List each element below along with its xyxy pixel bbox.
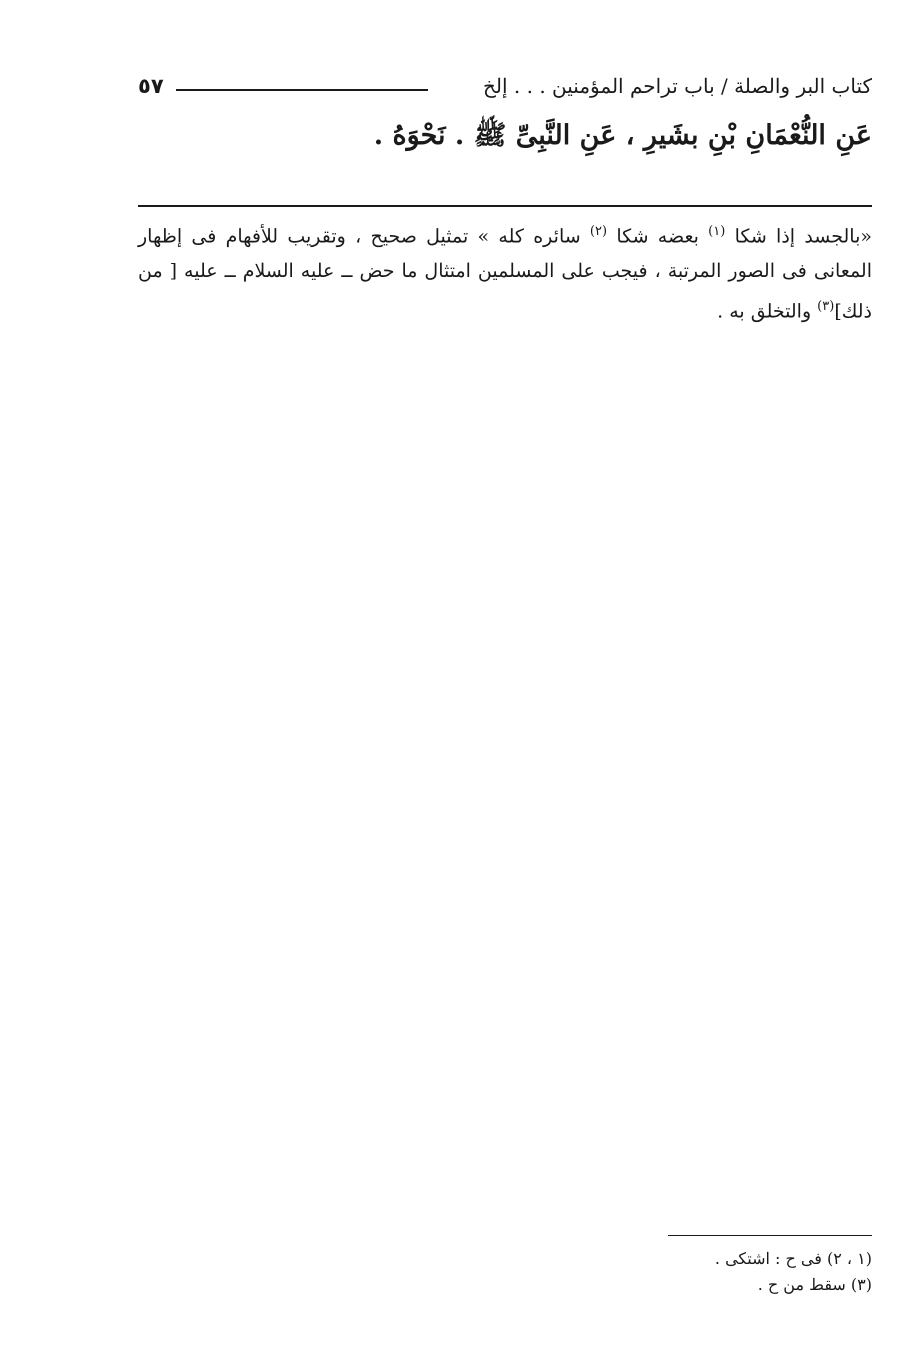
commentary-text: بعضه شكا [607,225,709,248]
footnote-ref: (٣) [817,299,835,315]
footnote-divider [668,1235,872,1236]
footnote-ref: (٢) [589,224,608,239]
hadith-text-line: عَنِ النُّعْمَانِ بْنِ بشَيرِ ، عَنِ النَّبِىِّ ﷺ . نَحْوَهُ . [373,120,872,151]
running-header [138,74,872,104]
footnote: (٣) سقط من ح . [757,1275,872,1294]
commentary-text: «بالجسد إذا شكا [725,225,872,248]
footnotes [715,1246,872,1298]
footnote: (١ ، ٢) فى ح : اشتكى . [714,1249,872,1268]
header-rule [176,89,428,91]
commentary-text: والتخلق به . [717,300,818,323]
commentary-text: سائره كله » تمثيل صحيح ، وتقريب للأفهام فى إظهار المعانى فى الصور المرتبة ، فيجب على المسلمين امتثال ما حض ــ عليه السلام ــ عليه [ من ذلك] [138,225,873,323]
commentary-divider [138,205,872,207]
footnote-ref: (١) [708,224,726,239]
page-number: ٥٧ [138,74,164,98]
commentary-paragraph [138,214,872,330]
running-title: كتاب البر والصلة / باب تراحم المؤمنين . . . إلخ [482,74,872,98]
